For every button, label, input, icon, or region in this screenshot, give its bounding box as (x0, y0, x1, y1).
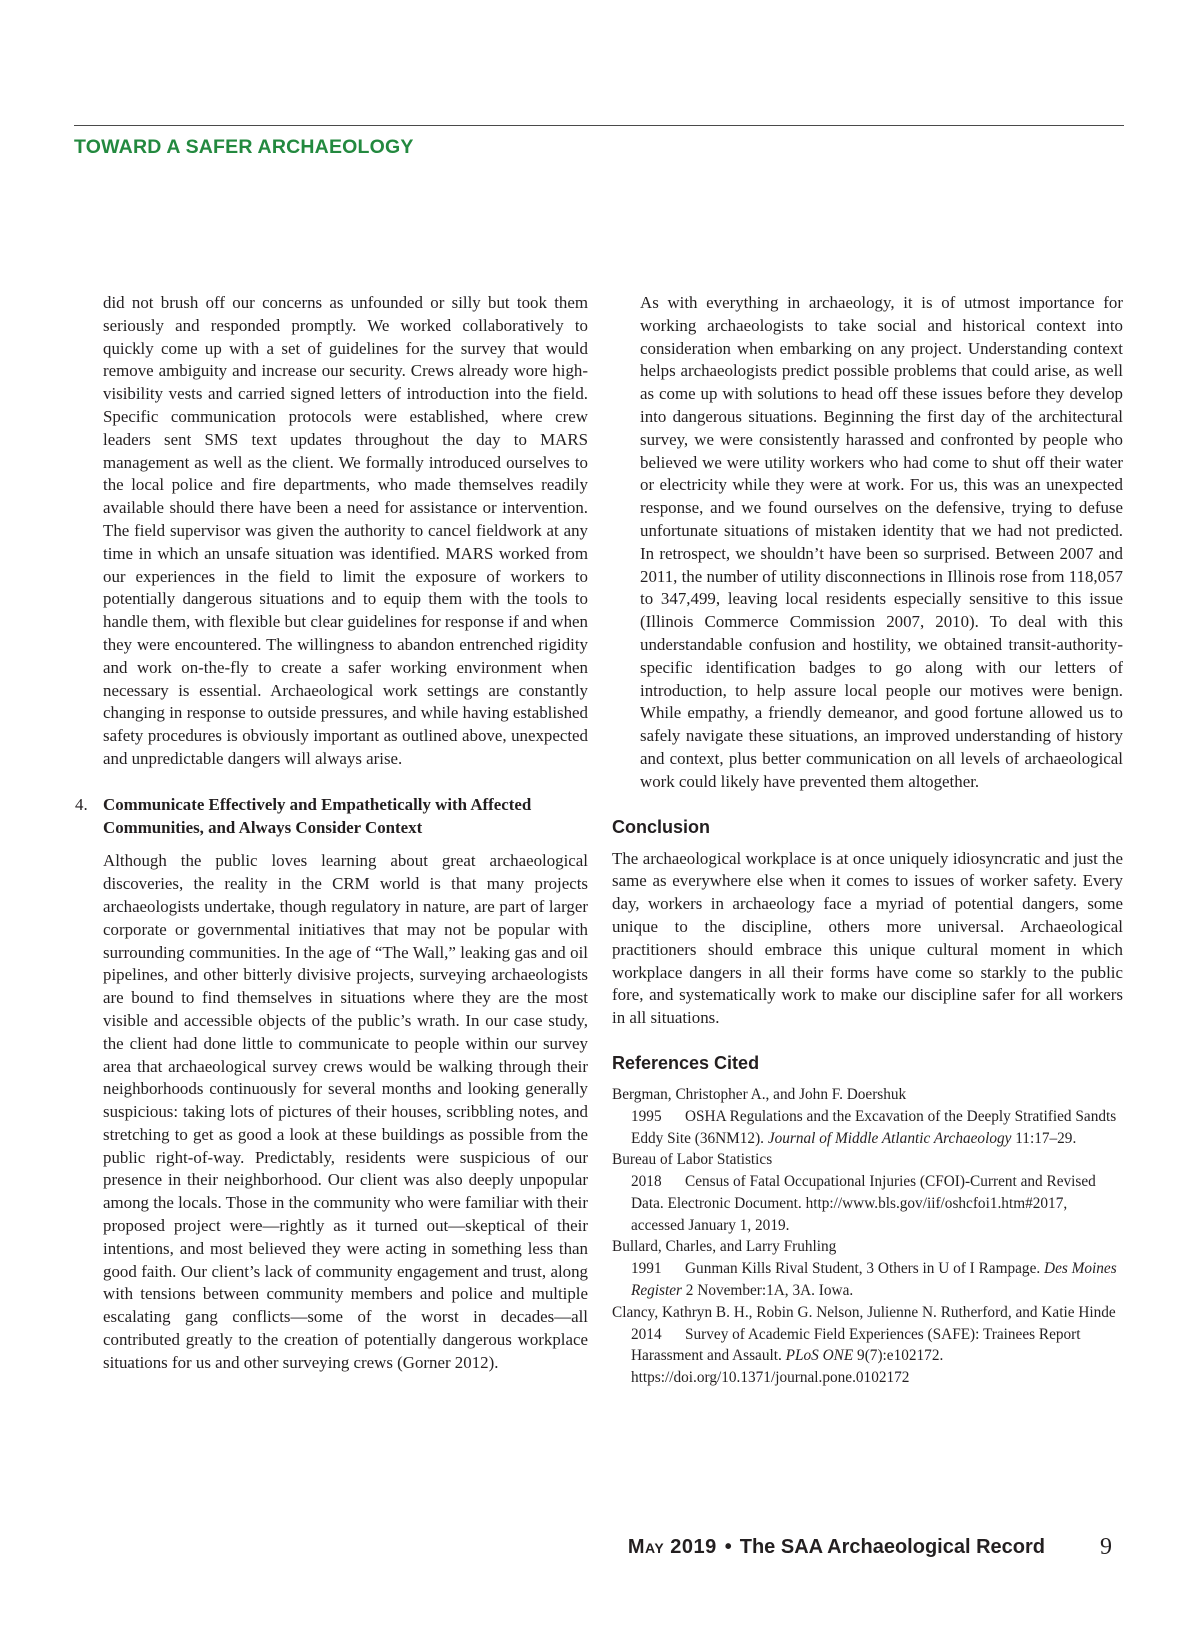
list-item-4-heading (75, 794, 588, 840)
page-number: 9 (1100, 1534, 1112, 1560)
reference-title: OSHA Regulations and the Excavation of the Deeply Stratified Sandts Eddy Site (36NM12). (631, 1107, 1117, 1147)
reference-entry (612, 1084, 1123, 1149)
reference-journal: PLoS ONE (785, 1347, 854, 1365)
left-paragraph-1: did not brush off our concerns as unfounded or silly but took them seriously and responded promptly. We worked collaboratively to quickly come up with a set of guidelines for the survey that would remove ambiguity and increase our security. Crews already wore high-visibility vests and carried signed letters of introduction into the field. Specific communication protocols were established, where crew leaders sent SMS text updates throughout the day to MARS management as well as the client. We formally introduced ourselves to the local police and fire departments, who made themselves readily available should there have been a need for assistance or intervention. The field supervisor was given the authority to cancel fieldwork at any time in which an unsafe situation was identified. MARS worked from our experiences in the field to limit the exposure of workers to potentially dangerous situations and to equip them with the tools to handle them, with flexible but clear guidelines for response if and when they were encountered. The willingness to abandon entrenched rigidity and work on-the-fly to create a safer working environment when necessary is essential. Archaeological work settings are constantly changing in response to outside pressures, and while having established safety procedures is obviously important as outlined above, unexpected and unpredictable dangers will always arise. (103, 293, 588, 768)
reference-citation (612, 1258, 1123, 1302)
section-title: TOWARD A SAFER ARCHAEOLOGY (74, 136, 414, 158)
list-item-4-title: Communicate Effectively and Empathetically with Affected Communities, and Always Consider Context (103, 794, 532, 837)
footer-publication-name: The SAA Archaeological Record (739, 1536, 1045, 1558)
reference-title: Census of Fatal Occupational Injuries (CFOI)-Current and Revised Data. Electronic Document. http://www.bls.gov/iif/oshcfoi1.htm#2017, accessed January 1, 2019. (631, 1173, 1096, 1234)
reference-year: 1995 (631, 1107, 662, 1125)
reference-title: Gunman Kills Rival Student, 3 Others in U of I Rampage. (685, 1260, 1045, 1278)
reference-details: 2 November:1A, 3A. Iowa. (681, 1282, 854, 1300)
reference-journal: Des Moines Register (631, 1260, 1117, 1300)
right-column (612, 292, 1123, 1389)
header-rule (74, 125, 1124, 126)
left-paragraph-2: Although the public loves learning about great archaeological discoveries, the reality in the CRM world is that many projects archaeologists undertake, though regulatory in nature, are part of larger corporate or governmental initiatives that may not be popular with surrounding communities. In the age of “The Wall,” leaking gas and oil pipelines, and other bitterly divisive projects, surveying archaeologists are bound to find themselves in situations where they are the most visible and accessible objects of the public’s wrath. In our case study, the client had done little to communicate to people within our survey area that archaeological survey crews would be walking through their neighborhoods continuously for several months and looking generally suspicious: taking lots of pictures of their houses, scribbling notes, and stretching to get as good a look at these buildings as possible from the public right-of-way. Predictably, residents were suspicious of our presence in their neighborhood. Our client was also deeply unpopular among the locals. Those in the community who were familiar with their proposed project were—rightly as it turned out—skeptical of their intentions, and most believed they were acting in something less than good faith. Our client’s lack of community engagement and trust, along with tensions between community members and police and multiple escalating gang conflicts—some of the worst in decades—all contributed greatly to the creation of potentially dangerous workplace situations for us and other surveying crews (Gorner 2012). (103, 851, 588, 1372)
left-column (75, 292, 588, 1375)
reference-year: 1991 (631, 1260, 662, 1278)
reference-author: Bergman, Christopher A., and John F. Doershuk (612, 1085, 907, 1103)
reference-entry (612, 1302, 1123, 1389)
conclusion-heading: Conclusion (612, 816, 710, 837)
reference-journal: Journal of Middle Atlantic Archaeology (767, 1129, 1012, 1147)
reference-author: Bullard, Charles, and Larry Fruhling (612, 1238, 837, 1256)
reference-title: Survey of Academic Field Experiences (SAFE): Trainees Report Harassment and Assault. (631, 1325, 1081, 1365)
reference-author: Bureau of Labor Statistics (612, 1151, 773, 1169)
reference-citation (612, 1324, 1123, 1389)
footer-bullet: • (724, 1536, 732, 1558)
references-heading: References Cited (612, 1052, 760, 1073)
right-paragraph-1: As with everything in archaeology, it is of utmost importance for working archaeologists to take social and historical context into consideration when embarking on any project. Understanding context helps archaeologists predict possible problems that could arise, as well as come up with solutions to head off these issues before they develop into dangerous situations. Beginning the first day of the architectural survey, we were consistently harassed and confronted by people who believed we were utility workers who had come to shut off their water or electricity while they were at work. For us, this was an unexpected response, and we found ourselves on the defensive, trying to defuse unfortunate situations of mistaken identity that we had not predicted. In retrospect, we shouldn’t have been so surprised. Between 2007 and 2011, the number of utility disconnections in Illinois rose from 118,057 to 347,499, leaving local residents especially sensitive to this issue (Illinois Commerce Commission 2007, 2010). To deal with this understandable confusion and hostility, we obtained transit-authority-specific identification badges to go along with our letters of introduction, to help assure local people our motives were benign. While empathy, a friendly demeanor, and good fortune allowed us to safely navigate these situations, an improved understanding of history and context, plus better communication on all levels of archaeological work could likely have prevented them altogether. (640, 293, 1123, 791)
reference-year: 2014 (631, 1325, 662, 1343)
references-list (612, 1084, 1123, 1389)
reference-author: Clancy, Kathryn B. H., Robin G. Nelson, Julienne N. Rutherford, and Katie Hinde (612, 1303, 1116, 1321)
reference-details: 11:17–29. (1011, 1129, 1077, 1147)
page-footer (0, 1536, 1200, 1566)
reference-details: 9(7):e102172. https://doi.org/10.1371/journal.pone.0102172 (631, 1347, 944, 1387)
list-item-4-number: 4. (75, 794, 88, 814)
footer-publication-line (628, 1536, 1045, 1559)
reference-citation (612, 1171, 1123, 1236)
reference-entry (612, 1236, 1123, 1301)
reference-entry (612, 1149, 1123, 1236)
conclusion-paragraph: The archaeological workplace is at once uniquely idiosyncratic and just the same as everywhere else when it comes to issues of worker safety. Every day, workers in archaeology face a myriad of potential dangers, some unique to the discipline, others more universal. Archaeological practitioners should embrace this unique cultural moment in which workplace dangers in all their forms have come so starkly to the public fore, and systematically work to make our discipline safer for all workers in all situations. (612, 848, 1123, 1028)
reference-citation (612, 1106, 1123, 1150)
reference-year: 2018 (631, 1173, 662, 1191)
footer-month-year: May 2019 (627, 1536, 717, 1558)
